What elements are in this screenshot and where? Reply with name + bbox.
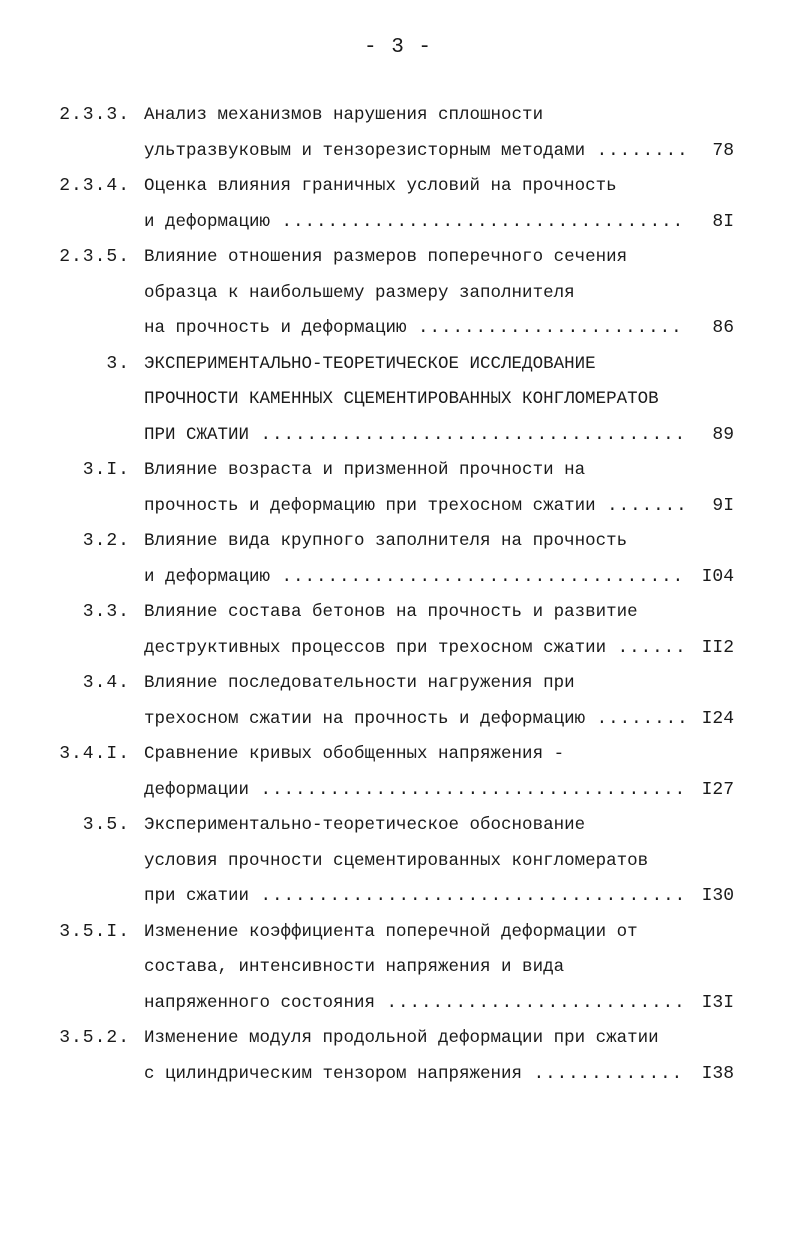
toc-entry — [0, 240, 796, 347]
page-reference: II2 — [696, 631, 734, 667]
toc-entry-line — [0, 986, 796, 1022]
section-title: условия прочности сцементированных конгломератов — [144, 850, 649, 871]
section-title: и деформацию ..... — [144, 205, 686, 241]
toc-entry-line — [0, 560, 796, 596]
toc-entry-line — [0, 773, 796, 809]
section-number: 3.5. — [82, 815, 130, 835]
section-title: Влияние вида крупного заполнителя на прочность — [144, 531, 628, 551]
toc-entry-line — [0, 666, 796, 702]
toc-entry-line — [0, 169, 796, 205]
section-number: 3.4.I. — [59, 744, 130, 764]
page-reference: I27 — [696, 773, 734, 809]
section-title: Влияние возраста и призменной прочности на — [144, 460, 586, 480]
page-reference: 9I — [706, 489, 734, 525]
section-title: Влияние отношения размеров поперечного сечения — [144, 247, 628, 267]
section-title: Изменение модуля продольной деформации при сжатии — [144, 1028, 659, 1048]
toc-entry — [0, 915, 796, 1022]
section-number: 3.5.2. — [59, 1028, 130, 1048]
section-number: 3.2. — [82, 531, 130, 551]
toc-entry-line — [0, 808, 796, 844]
section-number: 2.3.3. — [59, 105, 130, 125]
page-reference: I3I — [696, 986, 734, 1022]
section-number: 3.5.I. — [59, 921, 130, 942]
toc-entry-line — [0, 737, 796, 773]
section-title: Экспериментально-теоретическое обоснование — [144, 815, 586, 835]
section-number: 2.3.4. — [59, 176, 130, 196]
section-title: Сравнение кривых обобщенных напряжения - — [144, 744, 565, 764]
page-reference: I04 — [696, 560, 734, 596]
section-number: 3.4. — [82, 673, 130, 693]
section-number: 3.3. — [82, 602, 130, 622]
section-title: ультразвуковым и тензорезисторным методами ..... — [144, 134, 686, 170]
section-title: трехосном сжатии на прочность и деформацию ..... — [144, 702, 686, 738]
section-title: напряженного состояния ..... — [144, 986, 686, 1022]
section-title: ЭКСПЕРИМЕНТАЛЬНО-ТЕОРЕТИЧЕСКОЕ ИССЛЕДОВАНИЕ — [144, 353, 596, 374]
toc-entry-line — [0, 595, 796, 631]
section-title: деформации ..... — [144, 773, 686, 809]
section-title: Влияние последовательности нагружения при — [144, 673, 575, 693]
page-reference: 89 — [706, 418, 734, 454]
toc-entry-line — [0, 205, 796, 241]
toc-entry-line — [0, 276, 796, 312]
toc-entry-line — [0, 98, 796, 134]
toc-entry-line — [0, 950, 796, 986]
toc-entry — [0, 666, 796, 737]
toc-entry-line — [0, 1021, 796, 1057]
page-reference: 8I — [706, 205, 734, 241]
toc-entry-line — [0, 134, 796, 170]
toc-entry — [0, 98, 796, 169]
toc-entry-line — [0, 879, 796, 915]
section-title: на прочность и деформацию ..... — [144, 311, 686, 347]
toc-entry — [0, 808, 796, 915]
page-reference: I30 — [696, 879, 734, 915]
table-of-contents — [0, 98, 796, 1092]
toc-entry-line — [0, 453, 796, 489]
section-title: Влияние состава бетонов на прочность и развитие — [144, 602, 638, 622]
toc-entry — [0, 1021, 796, 1092]
toc-entry — [0, 347, 796, 454]
toc-entry — [0, 737, 796, 808]
page-number: - 3 - — [363, 36, 432, 59]
toc-entry — [0, 169, 796, 240]
section-title: ПРОЧНОСТИ КАМЕННЫХ СЦЕМЕНТИРОВАННЫХ КОНГЛОМЕРАТОВ — [144, 389, 659, 409]
section-number: 3.I. — [82, 460, 130, 480]
section-title: с цилиндрическим тензором напряжения ..... — [144, 1057, 686, 1093]
section-title: ПРИ СЖАТИИ ..... — [144, 418, 686, 454]
toc-entry-line — [0, 524, 796, 560]
section-title: прочность и деформацию при трехосном сжатии ..... — [144, 489, 686, 525]
toc-entry — [0, 524, 796, 595]
section-title: деструктивных процессов при трехосном сжатии ..... — [144, 631, 686, 667]
section-title: Анализ механизмов нарушения сплошности — [144, 105, 544, 125]
toc-entry-line — [0, 631, 796, 667]
toc-entry-line — [0, 347, 796, 383]
toc-entry-line — [0, 1057, 796, 1093]
page-reference: 86 — [706, 311, 734, 347]
section-title: Изменение коэффициента поперечной деформации от — [144, 921, 638, 942]
toc-entry — [0, 453, 796, 524]
toc-entry-line — [0, 418, 796, 454]
toc-entry — [0, 595, 796, 666]
page-reference: I38 — [696, 1057, 734, 1093]
section-title: Оценка влияния граничных условий на прочность — [144, 176, 617, 196]
toc-entry-line — [0, 702, 796, 738]
page-reference: 78 — [706, 134, 734, 170]
toc-entry-line — [0, 240, 796, 276]
section-title: образца к наибольшему размеру заполнителя — [144, 282, 575, 303]
section-title: состава, интенсивности напряжения и вида — [144, 957, 565, 977]
toc-entry-line — [0, 311, 796, 347]
toc-entry-line — [0, 844, 796, 880]
page-reference: I24 — [696, 702, 734, 738]
section-title: при сжатии ..... — [144, 879, 686, 915]
toc-entry-line — [0, 915, 796, 951]
toc-entry-line — [0, 489, 796, 525]
section-title: и деформацию ..... — [144, 560, 686, 596]
section-number: 2.3.5. — [59, 247, 130, 267]
toc-entry-line — [0, 382, 796, 418]
section-number: 3. — [106, 353, 130, 374]
